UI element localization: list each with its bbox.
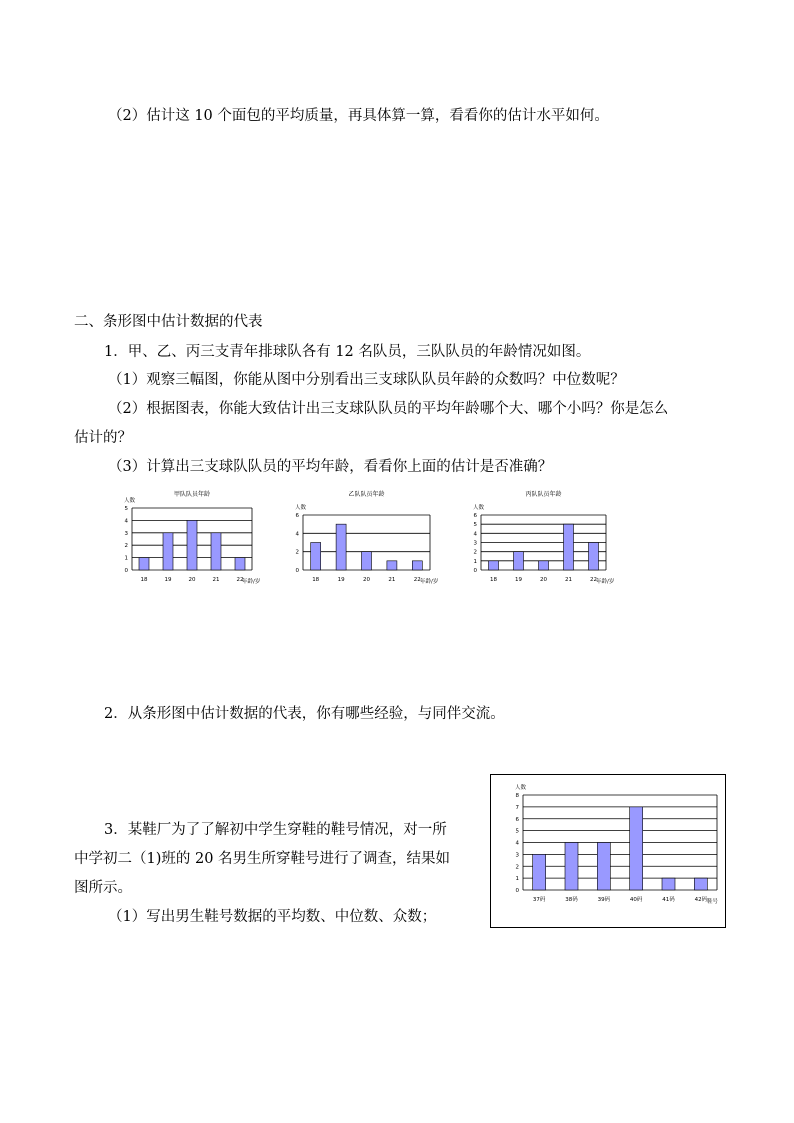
x-tick-label: 22	[413, 577, 421, 583]
x-tick-label: 21	[212, 577, 220, 583]
problem-1-question-1: （1）观察三幅图，你能从图中分别看出三支球队队员年龄的众数吗？中位数呢？	[108, 372, 625, 388]
y-tick-label: 2	[473, 549, 477, 556]
problem-2: 2．从条形图中估计数据的代表，你有哪些经验，与同伴交流。	[104, 706, 505, 722]
y-tick-label: 7	[515, 804, 519, 811]
y-tick-label: 0	[515, 888, 519, 894]
bar	[235, 558, 245, 570]
x-tick-label: 22	[590, 577, 597, 583]
x-tick-label: 21	[565, 577, 572, 583]
x-axis-label: 年龄/岁	[242, 579, 261, 585]
y-tick-label: 5	[124, 506, 128, 512]
x-axis-label: 鞋号	[707, 899, 719, 905]
x-axis-label: 年龄/岁	[420, 579, 439, 585]
x-tick-label: 41码	[662, 897, 675, 903]
y-tick-label: 0	[295, 568, 299, 574]
bar	[336, 524, 346, 570]
x-tick-label: 19	[515, 577, 522, 583]
x-tick-label: 21	[388, 577, 396, 583]
bar	[514, 552, 524, 570]
y-tick-label: 5	[515, 828, 519, 835]
x-tick-label: 20	[540, 577, 547, 583]
problem-3-question-1: （1）写出男生鞋号数据的平均数、中位数、众数；	[108, 909, 437, 925]
y-tick-label: 1	[515, 876, 519, 883]
problem-1-question-2: （2）根据图表，你能大致估计出三支球队队员的平均年龄哪个大、哪个小吗？你是怎么	[108, 401, 669, 417]
y-axis-label: 人数	[295, 505, 307, 511]
bar	[412, 561, 422, 570]
y-tick-label: 8	[515, 793, 519, 799]
y-tick-label: 2	[515, 864, 519, 871]
y-tick-label: 4	[295, 531, 299, 538]
x-tick-label: 19	[164, 577, 172, 583]
x-tick-label: 40码	[629, 897, 643, 903]
chart-title: 乙队队员年龄	[348, 491, 385, 498]
y-tick-label: 6	[473, 513, 477, 519]
bar	[387, 561, 397, 570]
y-tick-label: 0	[124, 568, 128, 574]
y-tick-label: 1	[473, 558, 477, 565]
x-tick-label: 39码	[597, 897, 611, 903]
y-axis-label: 人数	[473, 505, 485, 511]
bar	[139, 558, 149, 570]
team-jia-age-chart	[112, 488, 264, 588]
y-tick-label: 3	[124, 530, 128, 537]
y-tick-label: 3	[515, 852, 519, 859]
shoe-size-chart	[491, 775, 725, 927]
y-tick-label: 3	[473, 540, 477, 547]
bar	[589, 543, 599, 571]
x-tick-label: 42码	[694, 897, 708, 903]
problem-1-intro: 1．甲、乙、丙三支青年排球队各有 12 名队员，三队队员的年龄情况如图。	[104, 344, 591, 360]
problem-3-line-2: 中学初二（1)班的 20 名男生所穿鞋号进行了调查，结果如	[74, 851, 451, 867]
bar	[362, 552, 372, 570]
bar	[489, 561, 499, 570]
bar	[187, 520, 197, 570]
bar	[311, 543, 321, 571]
y-tick-label: 4	[124, 518, 128, 525]
bar	[533, 854, 546, 890]
x-tick-label: 18	[140, 577, 148, 583]
section-2-heading: 二、条形图中估计数据的代表	[74, 314, 263, 330]
y-tick-label: 6	[515, 816, 519, 823]
team-yi-age-chart	[288, 488, 450, 588]
x-tick-label: 20	[363, 577, 370, 583]
x-tick-label: 19	[337, 577, 345, 583]
bar	[539, 561, 549, 570]
team-bing-age-chart	[466, 488, 632, 588]
y-tick-label: 2	[124, 543, 128, 550]
y-tick-label: 6	[295, 513, 299, 519]
y-tick-label: 4	[473, 531, 477, 538]
x-tick-label: 18	[312, 577, 320, 583]
bar	[211, 533, 221, 570]
question-2-estimate: （2）估计这 10 个面包的平均质量，再具体算一算，看看你的估计水平如何。	[108, 108, 609, 124]
y-axis-label: 人数	[515, 785, 527, 791]
y-tick-label: 0	[473, 568, 477, 574]
x-tick-label: 37码	[532, 897, 546, 903]
bar	[163, 533, 173, 570]
bar	[630, 807, 643, 890]
x-axis-label: 年龄/岁	[596, 579, 615, 585]
x-tick-label: 18	[490, 577, 497, 583]
problem-1-question-2-continued: 估计的？	[74, 430, 132, 446]
bar	[694, 878, 707, 890]
y-axis-label: 人数	[124, 498, 136, 504]
bar	[597, 843, 610, 891]
chart-title: 丙队队员年龄	[525, 491, 562, 498]
y-tick-label: 5	[473, 522, 477, 529]
y-tick-label: 2	[295, 549, 299, 556]
y-tick-label: 1	[124, 555, 128, 562]
bar	[662, 878, 675, 890]
x-tick-label: 38码	[565, 897, 578, 903]
problem-1-question-3: （3）计算出三支球队队员的平均年龄，看看你上面的估计是否准确？	[108, 459, 553, 475]
problem-3-line-3: 图所示。	[74, 880, 132, 896]
shoe-size-chart-frame	[490, 774, 726, 928]
bar	[564, 524, 574, 570]
chart-title: 甲队队员年龄	[173, 491, 211, 498]
problem-3-line-1: 3．某鞋厂为了了解初中学生穿鞋的鞋号情况，对一所	[104, 822, 447, 838]
x-tick-label: 22	[236, 577, 244, 583]
bar	[565, 843, 578, 891]
x-tick-label: 20	[188, 577, 196, 583]
y-tick-label: 4	[515, 840, 519, 847]
